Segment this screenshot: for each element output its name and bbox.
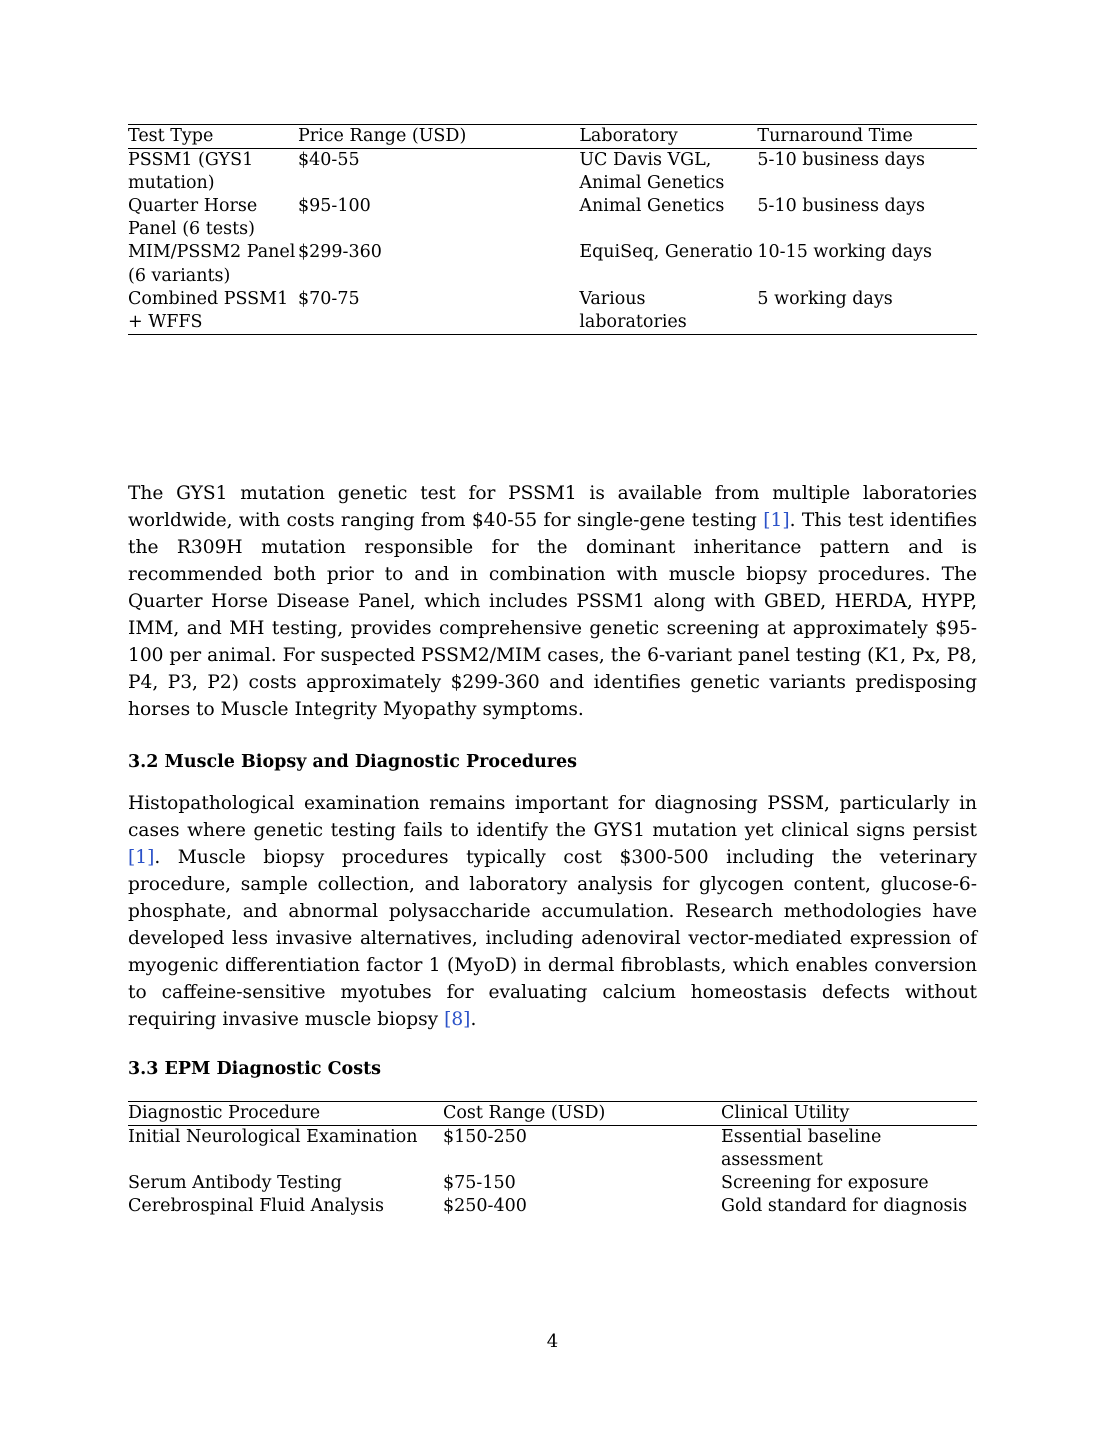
page-number: 4 xyxy=(546,1331,559,1352)
cell-test-type: PSSM1 (GYS1 mutation) xyxy=(128,150,254,194)
paragraph-genetic-testing xyxy=(128,480,977,723)
table-row xyxy=(128,149,977,196)
citation-link[interactable]: [1] xyxy=(128,847,155,869)
cell-laboratory: EquiSeq, Generatio xyxy=(579,242,753,263)
cell-procedure: Serum Antibody Testing xyxy=(128,1173,342,1194)
paragraph-text-part1: Histopathological examination remains important for diagnosing PSSM, particularly in cases where genetic testing fails to identify the GYS1 mutation yet clinical signs persist xyxy=(128,793,977,842)
table xyxy=(128,1101,977,1218)
citation-link[interactable]: [8] xyxy=(444,1009,471,1031)
cell-cost: $250-400 xyxy=(443,1196,527,1217)
cell-price: $299-360 xyxy=(298,242,382,263)
column-header-cost-range: Cost Range (USD) xyxy=(443,1102,721,1126)
cell-turnaround: 10-15 working days xyxy=(757,242,933,263)
table xyxy=(128,124,977,335)
table-row xyxy=(128,288,977,335)
cell-price: $70-75 xyxy=(298,288,579,335)
cell-price: $40-55 xyxy=(298,150,360,171)
cell-price: $95-100 xyxy=(298,196,371,217)
cell-laboratory: Animal Genetics xyxy=(579,196,725,217)
cell-cost: $75-150 xyxy=(443,1173,516,1194)
section-heading-3-2: 3.2 Muscle Biopsy and Diagnostic Procedures xyxy=(128,752,578,772)
paragraph-text-part3: . xyxy=(470,1009,477,1031)
cell-procedure: Cerebrospinal Fluid Analysis xyxy=(128,1196,384,1217)
cell-utility: Screening for exposure xyxy=(721,1173,929,1194)
cell-procedure: Initial Neurological Examination xyxy=(128,1127,418,1148)
table-row xyxy=(128,195,977,241)
section-heading-3-3: 3.3 EPM Diagnostic Costs xyxy=(128,1059,382,1079)
epm-diagnostic-cost-table xyxy=(128,1101,977,1218)
column-header-turnaround-time: Turnaround Time xyxy=(757,125,977,149)
column-header-clinical-utility: Clinical Utility xyxy=(721,1102,977,1126)
genetic-testing-cost-table xyxy=(128,124,977,335)
paragraph-text-part2: . Muscle biopsy procedures typically cost $300-500 including the veterinary procedure, sample collection, and laboratory analysis for glycogen content, glucose-6-phosphate, and abnormal polysaccharide accumulation. Research methodologies have developed less invasive alternatives, including adenoviral vector-mediated expression of myogenic differentiation factor 1 (MyoD) in dermal fibroblasts, which enables conversion to caffeine-sensitive myotubes for evaluating calcium homeostasis defects without requiring invasive muscle biopsy xyxy=(128,847,977,1031)
cell-laboratory: Various laboratories xyxy=(579,288,757,335)
cell-utility: Essential baseline assessment xyxy=(721,1127,882,1171)
column-header-laboratory: Laboratory xyxy=(579,125,757,149)
table-row xyxy=(128,1195,977,1218)
cell-turnaround: 5-10 business days xyxy=(757,196,925,217)
table-row xyxy=(128,241,977,287)
table-row xyxy=(128,1126,977,1173)
table-header-row xyxy=(128,125,977,149)
cell-turnaround: 5-10 business days xyxy=(757,150,925,171)
cell-turnaround: 5 working days xyxy=(757,288,977,335)
citation-link[interactable]: [1] xyxy=(763,510,790,532)
cell-cost: $150-250 xyxy=(443,1127,527,1148)
table-row xyxy=(128,1172,977,1195)
paragraph-text-part2: . This test identifies the R309H mutation responsible for the dominant inheritance pattern and is recommended both prior to and in combination with muscle biopsy procedures. The Quarter Horse Disease Panel, which includes PSSM1 along with GBED, HERDA, HYPP, IMM, and MH testing, provides comprehensive genetic screening at approximately $95-100 per animal. For suspected PSSM2/MIM cases, the 6-variant panel testing (K1, Px, P8, P4, P3, P2) costs approximately $299-360 and identifies genetic variants predisposing horses to Muscle Integrity Myopathy symptoms. xyxy=(128,510,977,721)
column-header-test-type: Test Type xyxy=(128,125,298,149)
column-header-diagnostic-procedure: Diagnostic Procedure xyxy=(128,1102,443,1126)
table-header-row xyxy=(128,1102,977,1126)
cell-utility: Gold standard for diagnosis xyxy=(721,1196,968,1217)
paragraph-text-part1: The GYS1 mutation genetic test for PSSM1 is available from multiple laboratories worldwide, with costs ranging from $40-55 for single-gene testing xyxy=(128,483,977,532)
cell-test-type: Combined PSSM1 + WFFS xyxy=(128,288,298,335)
cell-laboratory: UC Davis VGL, Animal Genetics xyxy=(579,150,725,194)
cell-test-type: Quarter Horse Panel (6 tests) xyxy=(128,196,258,240)
document-page xyxy=(128,0,977,1430)
cell-test-type: MIM/PSSM2 Panel (6 variants) xyxy=(128,242,296,286)
column-header-price-range: Price Range (USD) xyxy=(298,125,579,149)
paragraph-muscle-biopsy xyxy=(128,790,977,1033)
